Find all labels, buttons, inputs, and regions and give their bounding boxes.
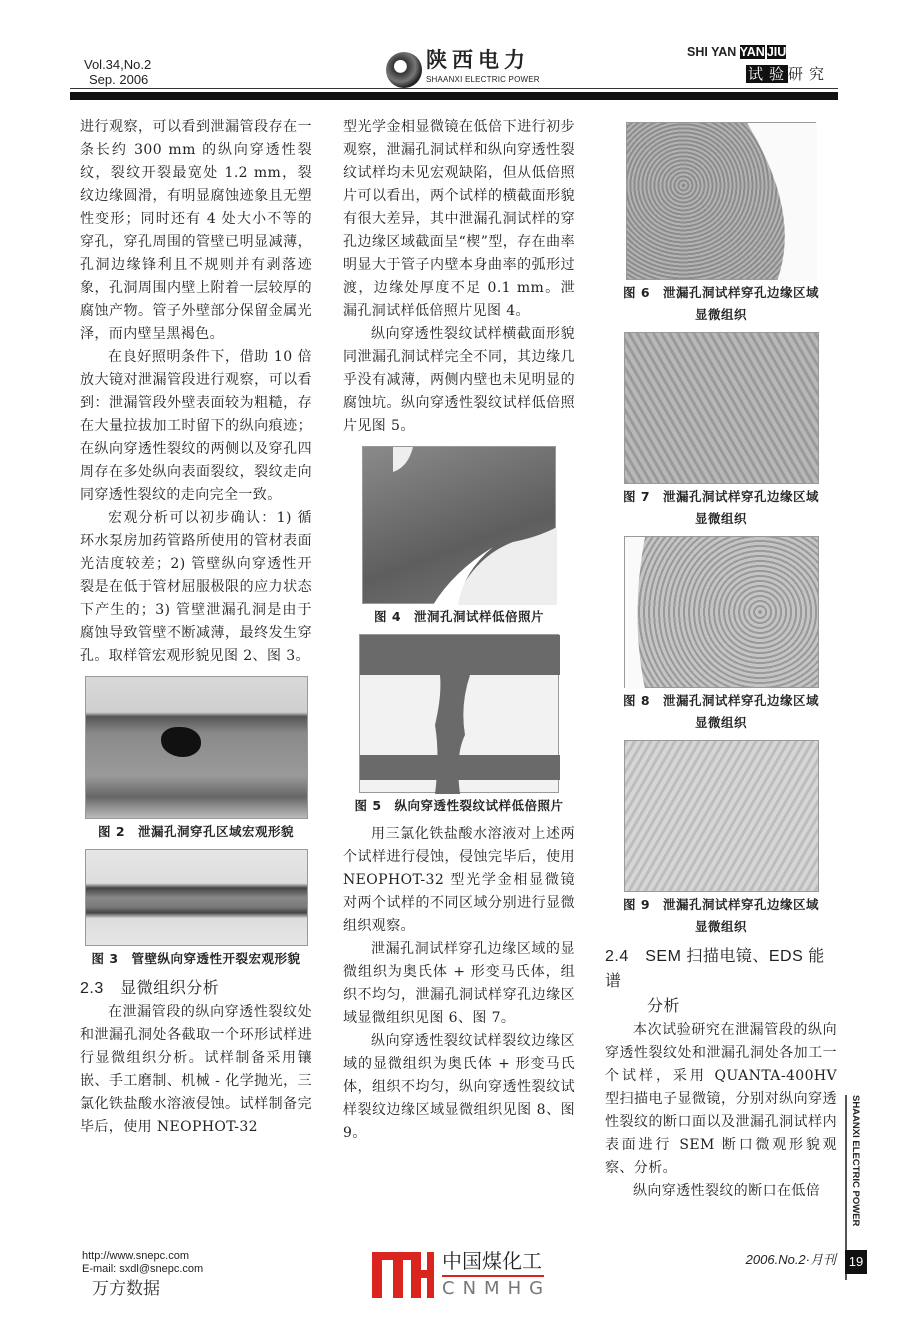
paragraph: 纵向穿透性裂纹试样横截面形貌同泄漏孔洞试样完全不同，其边缘几乎没有减薄，两侧内壁也未见明显的腐蚀坑。纵向穿透性裂纹试样低倍照片见图 5。 [343, 326, 575, 434]
left-column [80, 116, 312, 1139]
volume: Vol.34,No.2 [84, 57, 152, 72]
figure-5-photo [359, 634, 559, 793]
figure-9-photo [624, 740, 819, 892]
footer-contact [82, 1250, 203, 1276]
figure-2-photo [85, 676, 308, 819]
header-rule [70, 88, 838, 89]
right-column [605, 114, 837, 1203]
figure-8-photo [624, 536, 819, 688]
figure-6-caption: 图 6 泄漏孔洞试样穿孔边缘区域 显微组织 [622, 285, 820, 322]
paragraph: 在泄漏管段的纵向穿透性裂纹处和泄漏孔洞处各截取一个环形试样进行显微组织分析。试样制备采用镶嵌、手工磨制、机械 - 化学抛光，三氯化铁盐酸水溶液侵蚀。试样制备完毕后，使用 NEOPHOT-32 [80, 1004, 312, 1135]
figure-7-photo [624, 332, 819, 484]
figure-4-photo [362, 446, 556, 604]
paragraph: 型光学金相显微镜在低倍下进行初步观察，泄漏孔洞试样和纵向穿透性裂纹试样均未见宏观缺陷，但从低倍照片可以看出，两个试样的横截面形貌有很大差异，其中泄漏孔洞试样的穿孔边缘区域截面呈“楔”型，存在曲率明显大于管子内壁本身曲率的弧形过渡，边缘处厚度不足 0.1 mm。泄漏孔洞试样低倍照片见图 4。 [343, 119, 575, 319]
volume-info [84, 57, 151, 87]
figure-2-caption: 图 2 泄漏孔洞穿孔区域宏观形貌 [97, 824, 295, 839]
paragraph: 纵向穿透性裂纹试样裂纹边缘区域的显微组织为奥氏体 + 形变马氏体，组织不均匀，纵向穿透性裂纹试样裂纹边缘区域显微组织见图 8、图 9。 [343, 1033, 575, 1141]
figure-7-caption: 图 7 泄漏孔洞试样穿孔边缘区域 显微组织 [622, 489, 820, 526]
section-pinyin: SHI YAN YAN JIU [687, 45, 787, 59]
issue-date: Sep. 2006 [89, 72, 149, 87]
side-journal-name: SHAANXI ELECTRIC POWER [850, 1095, 861, 1227]
header-bar [70, 92, 838, 100]
figure-4-caption: 图 4 泄洞孔洞试样低倍照片 [373, 609, 545, 624]
journal-logo-icon [386, 52, 422, 88]
section-heading-2-3: 2.3 显微组织分析 [80, 980, 220, 997]
section-heading-2-4: 2.4 SEM 扫描电镜、EDS 能谱 分析 [605, 948, 825, 1015]
section-title-cn: 试 验 研 究 [748, 65, 827, 83]
figure-3-caption: 图 3 管壁纵向穿透性开裂宏观形貌 [91, 951, 301, 966]
issue-footer: 2006.No.2·月刊 [745, 1252, 836, 1267]
figure-9-caption: 图 9 泄漏孔洞试样穿孔边缘区域 显微组织 [622, 897, 820, 934]
paragraph: 本次试验研究在泄漏管段的纵向穿透性裂纹处和泄漏孔洞处各加工一个试样，采用 QUANTA-400HV 型扫描电子显微镜，分别对纵向穿透性裂纹的断口面以及泄漏孔洞试样内表面进行 SEM 断口微观形貌观察、分析。 [605, 1022, 837, 1176]
paragraph: 宏观分析可以初步确认：1) 循环水泵房加药管路所使用的管材表面光洁度较差；2) 管壁纵向穿透性开裂是在低于管材屈服极限的应力状态下产生的；3) 管壁泄漏孔洞是由于腐蚀导致管壁不断减薄，最终发生穿孔。取样管宏观形貌见图 2、图 3。 [80, 510, 312, 664]
source-watermark: 万方数据 [92, 1279, 160, 1299]
figure-8-caption: 图 8 泄漏孔洞试样穿孔边缘区域 显微组织 [622, 693, 820, 730]
figure-6-photo [626, 122, 816, 280]
email-link[interactable]: E-mail: sxdl@snepc.com [82, 1263, 204, 1275]
paragraph: 用三氯化铁盐酸水溶液对上述两个试样进行侵蚀，侵蚀完毕后，使用 NEOPHOT-32 型光学金相显微镜对两个试样的不同区域分别进行显微组织观察。 [343, 826, 575, 934]
page-number: 19 [845, 1250, 867, 1274]
watermark-logo [372, 1252, 434, 1298]
figure-5-caption: 图 5 纵向穿透性裂纹试样低倍照片 [354, 798, 564, 813]
paragraph: 纵向穿透性裂纹的断口在低倍 [633, 1183, 821, 1199]
website-link[interactable]: http://www.snepc.com [82, 1250, 189, 1262]
paragraph: 进行观察，可以看到泄漏管段存在一条长约 300 mm 的纵向穿透性裂纹，裂纹开裂最宽处 1.2 mm，裂纹边缘圆滑，有明显腐蚀迹象且无塑性变形；同时还有 4 处大小不等的穿孔，穿孔周围的管壁已明显减薄，孔洞边缘锋利且不规则并有剥落迹象，孔洞周围内壁上附着一层较厚的腐蚀产物。管子外壁部分保留金属光泽，而内壁呈黑褐色。 [80, 119, 312, 342]
paragraph: 泄漏孔洞试样穿孔边缘区域的显微组织为奥氏体 + 形变马氏体，组织不均匀，泄漏孔洞试样穿孔边缘区域显微组织见图 6、图 7。 [343, 941, 575, 1026]
journal-title-cn: 陕西电力 [426, 47, 530, 72]
figure-3-photo [85, 849, 308, 946]
journal-title-en: SHAANXI ELECTRIC POWER [426, 75, 540, 84]
watermark-text: 中国煤化工 CNMHG [442, 1249, 552, 1299]
paragraph: 在良好照明条件下，借助 10 倍放大镜对泄漏管段进行观察，可以看到：泄漏管段外壁表面较为粗糙，存在大量拉拔加工时留下的纵向痕迹；在纵向穿透性裂纹的两侧以及穿孔四周存在多处纵向表面裂纹，裂纹走向同穿透性裂纹的走向完全一致。 [80, 349, 312, 503]
middle-column [343, 116, 575, 1145]
